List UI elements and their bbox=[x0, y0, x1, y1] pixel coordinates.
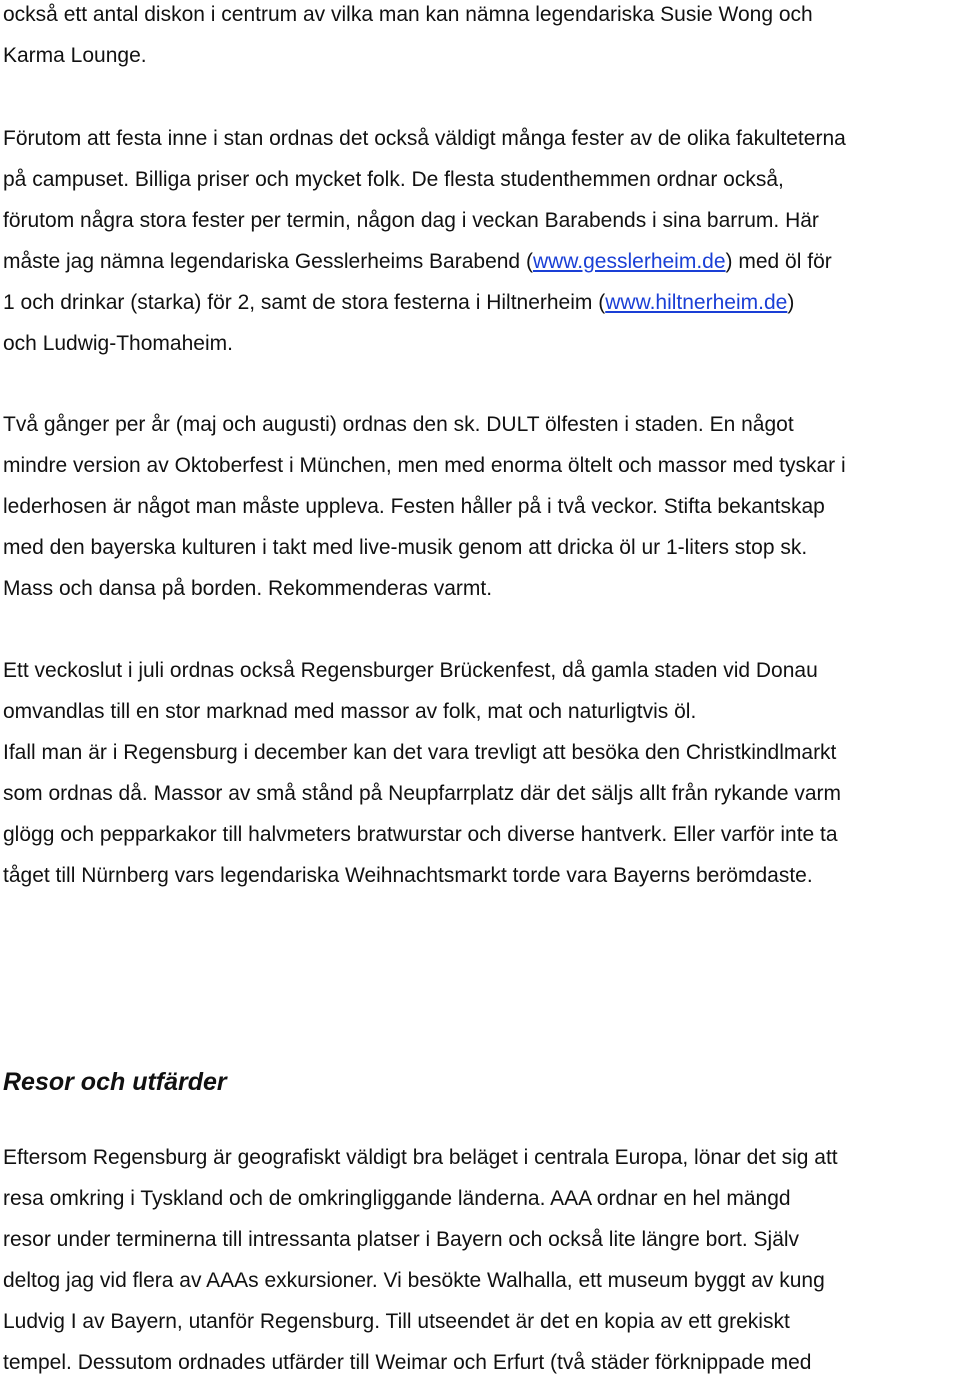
text-line bbox=[3, 241, 955, 282]
text-line: tempel. Dessutom ordnades utfärder till Weimar och Erfurt (två städer förknippade med bbox=[3, 1351, 812, 1374]
text-line: Ett veckoslut i juli ordnas också Regensburger Brückenfest, då gamla staden vid Donau bbox=[3, 659, 818, 682]
paragraph-dult-festival bbox=[3, 404, 955, 609]
text-line: på campuset. Billiga priser och mycket folk. De flesta studenthemmen ordnar också, bbox=[3, 168, 784, 191]
paragraph-discos bbox=[3, 0, 955, 76]
text-line bbox=[3, 282, 955, 323]
text-line: Mass och dansa på borden. Rekommenderas varmt. bbox=[3, 577, 493, 600]
text-line: Förutom att festa inne i stan ordnas det också väldigt många fester av de olika fakulteterna bbox=[3, 127, 846, 150]
hiltnerheim-link[interactable]: www.hiltnerheim.de bbox=[605, 291, 788, 314]
text-line: också ett antal diskon i centrum av vilka man kan nämna legendariska Susie Wong och bbox=[3, 3, 813, 26]
text-segment: 1 och drinkar (starka) för 2, samt de stora festerna i Hiltnerheim ( bbox=[3, 291, 606, 314]
text-segment: ) bbox=[787, 291, 795, 314]
text-line: lederhosen är något man måste uppleva. Festen håller på i två veckor. Stifta bekantskap bbox=[3, 495, 825, 518]
text-line: deltog jag vid flera av AAAs exkursioner. Vi besökte Walhalla, ett museum byggt av kung bbox=[3, 1269, 825, 1292]
text-line: resa omkring i Tyskland och de omkringliggande länderna. AAA ordnar en hel mängd bbox=[3, 1187, 791, 1210]
paragraph-trips bbox=[3, 1137, 955, 1383]
text-line: omvandlas till en stor marknad med massor av folk, mat och naturligtvis öl. bbox=[3, 700, 697, 723]
text-line: Två gånger per år (maj och augusti) ordnas den sk. DULT ölfesten i staden. En något bbox=[3, 413, 794, 436]
text-line: Karma Lounge. bbox=[3, 44, 147, 67]
text-line: och Ludwig-Thomaheim. bbox=[3, 332, 233, 355]
text-line: förutom några stora fester per termin, någon dag i veckan Barabends i sina barrum. Här bbox=[3, 209, 819, 232]
text-segment: måste jag nämna legendariska Gesslerheims Barabend ( bbox=[3, 250, 533, 273]
text-line: med den bayerska kulturen i takt med live-musik genom att dricka öl ur 1-liters stop sk. bbox=[3, 536, 808, 559]
text-line: tåget till Nürnberg vars legendariska Weihnachtsmarkt torde vara Bayerns berömdaste. bbox=[3, 864, 813, 887]
text-line: Eftersom Regensburg är geografiskt väldigt bra beläget i centrala Europa, lönar det sig att bbox=[3, 1146, 838, 1169]
text-line: Ludvig I av Bayern, utanför Regensburg. Till utseendet är det en kopia av ett grekiskt bbox=[3, 1310, 790, 1333]
text-line: Ifall man är i Regensburg i december kan det vara trevligt att besöka den Christkindlmarkt bbox=[3, 741, 837, 764]
section-heading: Resor och utfärder bbox=[3, 1068, 227, 1096]
paragraph-brueckenfest bbox=[3, 650, 955, 896]
text-line: som ordnas då. Massor av små stånd på Neupfarrplatz där det säljs allt från rykande varm bbox=[3, 782, 842, 805]
gesslerheim-link[interactable]: www.gesslerheim.de bbox=[532, 250, 726, 273]
text-line: resor under terminerna till intressanta platser i Bayern och också lite längre bort. Själv bbox=[3, 1228, 800, 1251]
text-line: glögg och pepparkakor till halvmeters bratwurstar och diverse hantverk. Eller varför inte ta bbox=[3, 823, 838, 846]
paragraph-faculty-parties bbox=[3, 118, 955, 364]
text-line: mindre version av Oktoberfest i München, men med enorma öltelt och massor med tyskar i bbox=[3, 454, 846, 477]
text-segment: ) med öl för bbox=[725, 250, 832, 273]
